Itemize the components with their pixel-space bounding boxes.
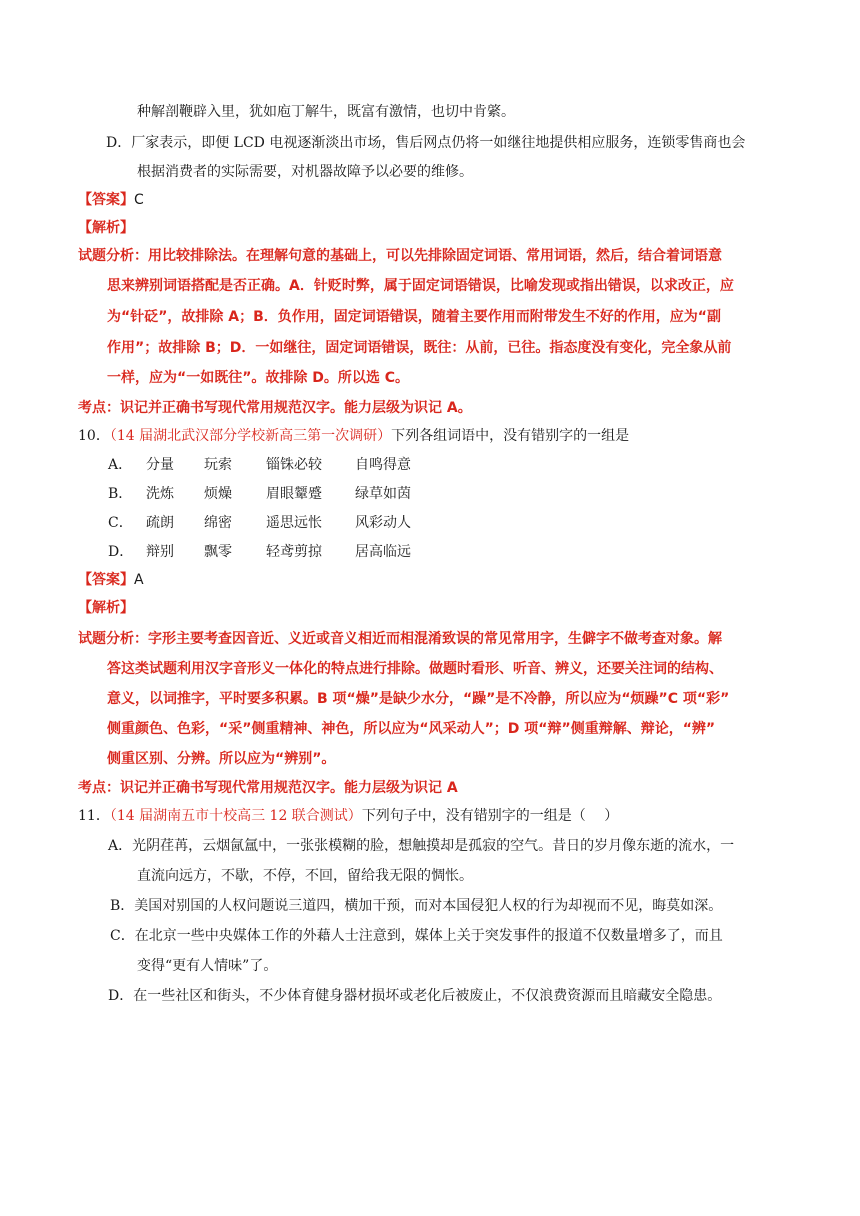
q9-option-b-continuation: 种解剖鞭辟入里，犹如庖丁解牛，既富有激情，也切中肯綮。: [137, 104, 515, 120]
q10-stem: [78, 426, 629, 446]
option-word: 疏朗: [146, 515, 174, 531]
option-word: 绵密: [204, 515, 232, 531]
question-text: 下列句子中，没有错别字的一组是（ ）: [361, 808, 619, 824]
option-word: 锱铢必较: [266, 457, 322, 473]
option-word: 洗炼: [146, 486, 174, 502]
option-word: 轻鸢剪掠: [266, 544, 322, 560]
answer-label: 【答案】: [78, 572, 134, 588]
q10-kaodian: 考点：识记并正确书写现代常用规范汉字。能力层级为识记 A: [78, 780, 458, 796]
q10-option-c: [108, 513, 411, 533]
option-word: 风彩动人: [355, 515, 411, 531]
answer-value: C: [134, 192, 144, 208]
answer-value: A: [134, 572, 144, 588]
question-number: 10．: [78, 428, 110, 444]
q10-analysis-line: 侧重区别、分辨。所以应为“辨别”。: [107, 751, 336, 767]
option-word: 眉眼颦蹙: [266, 486, 322, 502]
q11-stem: [78, 806, 618, 826]
option-letter: A．: [108, 457, 133, 473]
option-word: 绿草如茵: [355, 486, 411, 502]
option-word: 玩索: [204, 457, 232, 473]
q9-kaodian: 考点：识记并正确书写现代常用规范汉字。能力层级为识记 A。: [78, 400, 472, 416]
q9-analysis-line: 一样，应为“一如既往”。故排除 D。所以选 C。: [107, 370, 410, 386]
option-letter: B．: [108, 486, 133, 502]
q11-option-d: D．在一些社区和街头，不少体育健身器材损坏或老化后被废止，不仅浪费资源而且暗藏安全隐患。: [108, 988, 722, 1004]
option-word: 居高临远: [355, 544, 411, 560]
q9-option-d-line1: D．厂家表示，即便 LCD 电视逐渐淡出市场，售后网点仍将一如继往地提供相应服务，连锁零售商也会: [106, 135, 746, 151]
q10-analysis-line: 意义，以词推字，平时要多积累。B 项“燥”是缺少水分，“躁”是不冷静，所以应为“烦躁”C 项“彩”: [107, 691, 730, 707]
q11-option-c-line2: 变得“更有人情味”了。: [137, 958, 278, 974]
q10-option-a: [108, 455, 411, 475]
option-word: 分量: [146, 457, 174, 473]
option-word: 辩别: [146, 544, 174, 560]
q10-option-d: [108, 542, 411, 562]
q11-option-a-line2: 直流向远方，不歇，不停，不回，留给我无限的惆怅。: [137, 868, 473, 884]
q10-analysis-line: 答这类试题利用汉字音形义一体化的特点进行排除。做题时看形、听音、辨义，还要关注词的结构、: [107, 661, 723, 677]
option-letter: C．: [108, 515, 133, 531]
q10-option-b: [108, 484, 411, 504]
option-word: 飘零: [204, 544, 232, 560]
option-word: 遥思远怅: [266, 515, 322, 531]
option-word: 自鸣得意: [355, 457, 411, 473]
question-number: 11．: [78, 808, 110, 824]
q9-option-d-line2: 根据消费者的实际需要，对机器故障予以必要的维修。: [137, 164, 473, 180]
q11-option-c-line1: C．在北京一些中央媒体工作的外藉人士注意到，媒体上关于突发事件的报道不仅数量增多了，而且: [110, 928, 723, 944]
option-word: 烦燥: [204, 486, 232, 502]
q11-option-a-line1: A．光阴荏苒，云烟氤氲中，一张张模糊的脸，想触摸却是孤寂的空气。昔日的岁月像东逝的流水，一: [108, 838, 735, 854]
question-text: 下列各组词语中，没有错别字的一组是: [391, 428, 630, 444]
q9-analysis-label: 【解析】: [78, 220, 134, 236]
q9-analysis-line: 作用”；故排除 B；D．一如继往，固定词语错误，既往：从前，已往。指态度没有变化，完全象从前: [107, 340, 732, 356]
q9-analysis-line: 试题分析：用比较排除法。在理解句意的基础上，可以先排除固定词语、常用词语，然后，结合着词语意: [78, 248, 722, 264]
answer-label: 【答案】: [78, 192, 134, 208]
q10-analysis-line: 试题分析：字形主要考查因音近、义近或音义相近而相混淆致误的常见常用字，生僻字不做考查对象。解: [78, 631, 722, 647]
q9-analysis-line: 思来辨别词语搭配是否正确。A．针贬时弊，属于固定词语错误，比喻发现或指出错误，以求改正，应: [107, 278, 734, 294]
q9-answer: [78, 190, 144, 210]
option-letter: D．: [108, 544, 134, 560]
q10-answer: [78, 570, 144, 590]
q10-analysis-line: 侧重颜色、色彩，“采”侧重精神、神色，所以应为“风采动人”；D 项“辩”侧重辩解、辩论，“辨”: [107, 721, 716, 737]
q11-option-b: B．美国对别国的人权问题说三道四，横加干预，而对本国侵犯人权的行为却视而不见，晦莫如深。: [110, 898, 723, 914]
q10-analysis-label: 【解析】: [78, 600, 134, 616]
question-source: （14 届湖南五市十校高三 12 联合测试）: [109, 808, 362, 824]
question-source: （14 届湖北武汉部分学校新高三第一次调研）: [109, 428, 392, 444]
q9-analysis-line: 为“针砭”，故排除 A；B．负作用，固定词语错误，随着主要作用而附带发生不好的作用，应为“副: [107, 309, 721, 325]
